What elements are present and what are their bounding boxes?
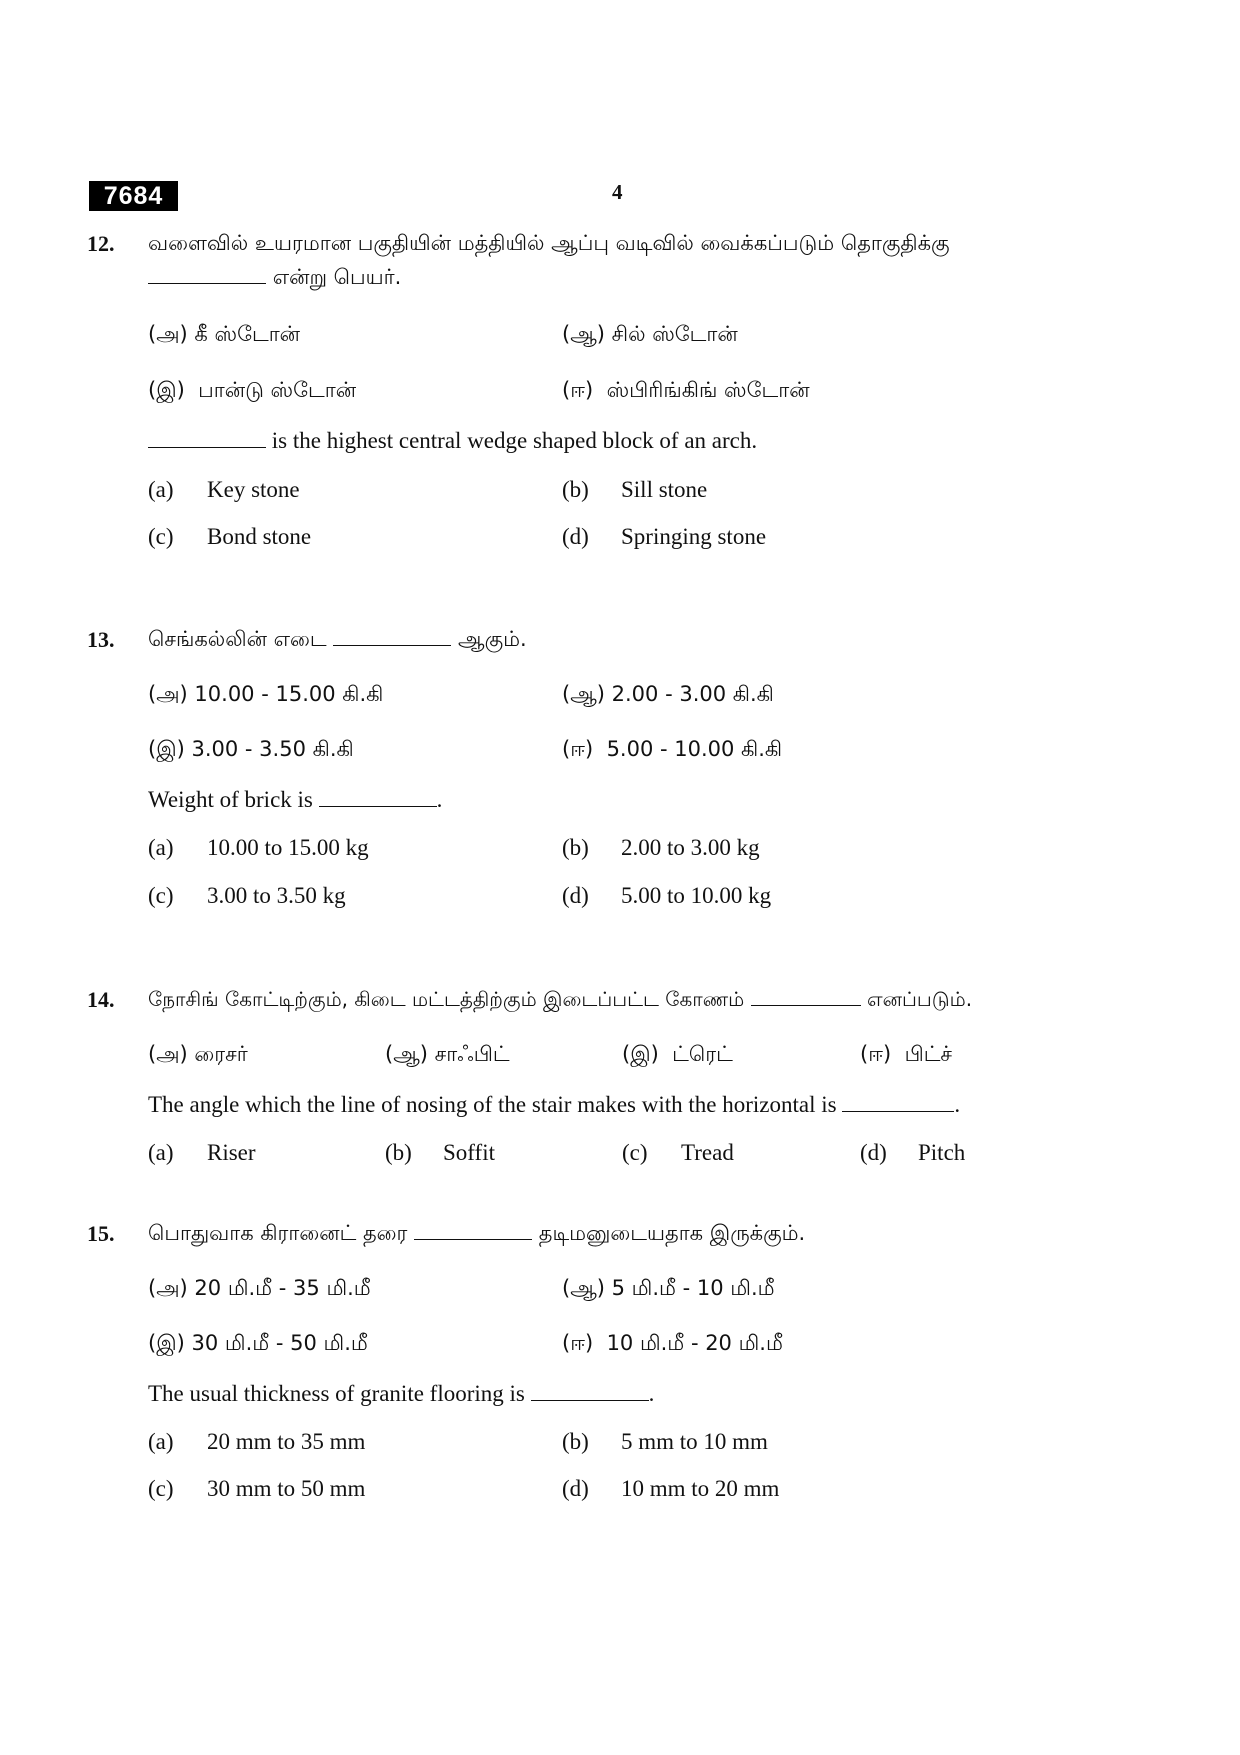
- question-15-option-d-label: (d): [562, 1476, 589, 1501]
- question-14-option-a-label: (a): [148, 1140, 174, 1165]
- question-12-option-b-text: Sill stone: [621, 477, 708, 502]
- question-12-english-stem: is the highest central wedge shaped block of an arch.: [148, 428, 757, 454]
- question-14-english-stem: The angle which the line of nosing of the stair makes with the horizontal is .: [148, 1092, 961, 1117]
- question-15-tamil-option-a: (அ) 20 மி.மீ - 35 மி.மீ: [148, 1276, 371, 1300]
- question-13-tamil-option-b: (ஆ) 2.00 - 3.00 கி.கி: [562, 682, 774, 706]
- question-15-option-a-label: (a): [148, 1429, 174, 1454]
- question-12-tamil-option-d: (ஈ) ஸ்பிரிங்கிங் ஸ்டோன்: [562, 378, 810, 402]
- answer-blank: [148, 282, 266, 284]
- answer-blank: [531, 1399, 649, 1401]
- question-15-option-b-label: (b): [562, 1429, 589, 1454]
- answer-blank: [751, 1004, 861, 1006]
- question-14-number: 14.: [87, 987, 115, 1012]
- question-13-option-a-label: (a): [148, 835, 174, 860]
- question-12-tamil-option-a: (அ) கீ ஸ்டோன்: [148, 322, 301, 346]
- question-12-tamil-option-c: (இ) பான்டு ஸ்டோன்: [148, 378, 357, 402]
- question-15-tamil-option-d: (ஈ) 10 மி.மீ - 20 மி.மீ: [562, 1331, 783, 1355]
- page-number: 4: [612, 180, 623, 204]
- question-14-option-b-label: (b): [385, 1140, 412, 1165]
- question-15-number: 15.: [87, 1221, 115, 1246]
- answer-blank: [319, 805, 437, 807]
- answer-blank: [333, 644, 451, 646]
- question-15-option-d-text: 10 mm to 20 mm: [621, 1476, 780, 1501]
- paper-code-badge: 7684: [89, 181, 178, 211]
- question-12-option-d-text: Springing stone: [621, 524, 767, 549]
- question-13-number: 13.: [87, 627, 115, 652]
- question-12-option-c-label: (c): [148, 524, 174, 549]
- question-12-option-c-text: Bond stone: [207, 524, 312, 549]
- question-14-tamil-option-c: (இ) ட்ரெட்: [622, 1042, 733, 1066]
- question-12-option-b-label: (b): [562, 477, 589, 502]
- question-15-option-c-label: (c): [148, 1476, 174, 1501]
- question-14-option-b-text: Soffit: [443, 1140, 495, 1165]
- question-14-option-c-label: (c): [622, 1140, 648, 1165]
- question-12-option-d-label: (d): [562, 524, 589, 549]
- question-14-option-d-text: Pitch: [918, 1140, 966, 1165]
- answer-blank: [842, 1110, 954, 1112]
- question-13-tamil-option-a: (அ) 10.00 - 15.00 கி.கி: [148, 682, 384, 706]
- question-13-option-c-label: (c): [148, 883, 174, 908]
- question-12-tamil-line1: வளைவில் உயரமான பகுதியின் மத்தியில் ஆப்பு வடிவில் வைக்கப்படும் தொகுதிக்கு: [148, 231, 950, 255]
- question-13-tamil-option-d: (ஈ) 5.00 - 10.00 கி.கி: [562, 737, 783, 761]
- question-13-option-d-text: 5.00 to 10.00 kg: [621, 883, 772, 908]
- question-14-option-c-text: Tread: [681, 1140, 734, 1165]
- question-13-option-d-label: (d): [562, 883, 589, 908]
- question-14-option-a-text: Riser: [207, 1140, 256, 1165]
- question-13-english-stem: Weight of brick is .: [148, 787, 443, 812]
- answer-blank: [414, 1238, 532, 1240]
- question-13-option-c-text: 3.00 to 3.50 kg: [207, 883, 346, 908]
- question-13-option-b-text: 2.00 to 3.00 kg: [621, 835, 760, 860]
- question-15-english-stem: The usual thickness of granite flooring is .: [148, 1381, 655, 1406]
- question-14-tamil-stem: நோசிங் கோட்டிற்கும், கிடை மட்டத்திற்கும் இடைப்பட்ட கோணம் எனப்படும்.: [148, 987, 973, 1011]
- question-14-option-d-label: (d): [860, 1140, 887, 1165]
- question-13-tamil-stem: செங்கல்லின் எடை ஆகும்.: [148, 627, 527, 651]
- question-14-tamil-option-d: (ஈ) பிட்ச்: [860, 1042, 953, 1066]
- question-13-option-b-label: (b): [562, 835, 589, 860]
- question-15-tamil-stem: பொதுவாக கிரானைட் தரை தடிமனுடையதாக இருக்கும்.: [148, 1221, 806, 1245]
- question-12-tamil-line2: என்று பெயர்.: [148, 265, 401, 292]
- question-15-tamil-option-c: (இ) 30 மி.மீ - 50 மி.மீ: [148, 1331, 368, 1355]
- question-12-number: 12.: [87, 231, 115, 256]
- question-14-tamil-option-b: (ஆ) சாஃபிட்: [385, 1042, 510, 1066]
- question-15-tamil-option-b: (ஆ) 5 மி.மீ - 10 மி.மீ: [562, 1276, 775, 1300]
- question-12-tamil-option-b: (ஆ) சில் ஸ்டோன்: [562, 322, 738, 346]
- question-13-tamil-option-c: (இ) 3.00 - 3.50 கி.கி: [148, 737, 354, 761]
- question-15-option-c-text: 30 mm to 50 mm: [207, 1476, 366, 1501]
- question-15-option-b-text: 5 mm to 10 mm: [621, 1429, 768, 1454]
- question-13-option-a-text: 10.00 to 15.00 kg: [207, 835, 369, 860]
- question-12-option-a-text: Key stone: [207, 477, 300, 502]
- question-14-tamil-option-a: (அ) ரைசர்: [148, 1042, 248, 1066]
- question-12-option-a-label: (a): [148, 477, 174, 502]
- answer-blank: [148, 446, 266, 448]
- question-15-option-a-text: 20 mm to 35 mm: [207, 1429, 366, 1454]
